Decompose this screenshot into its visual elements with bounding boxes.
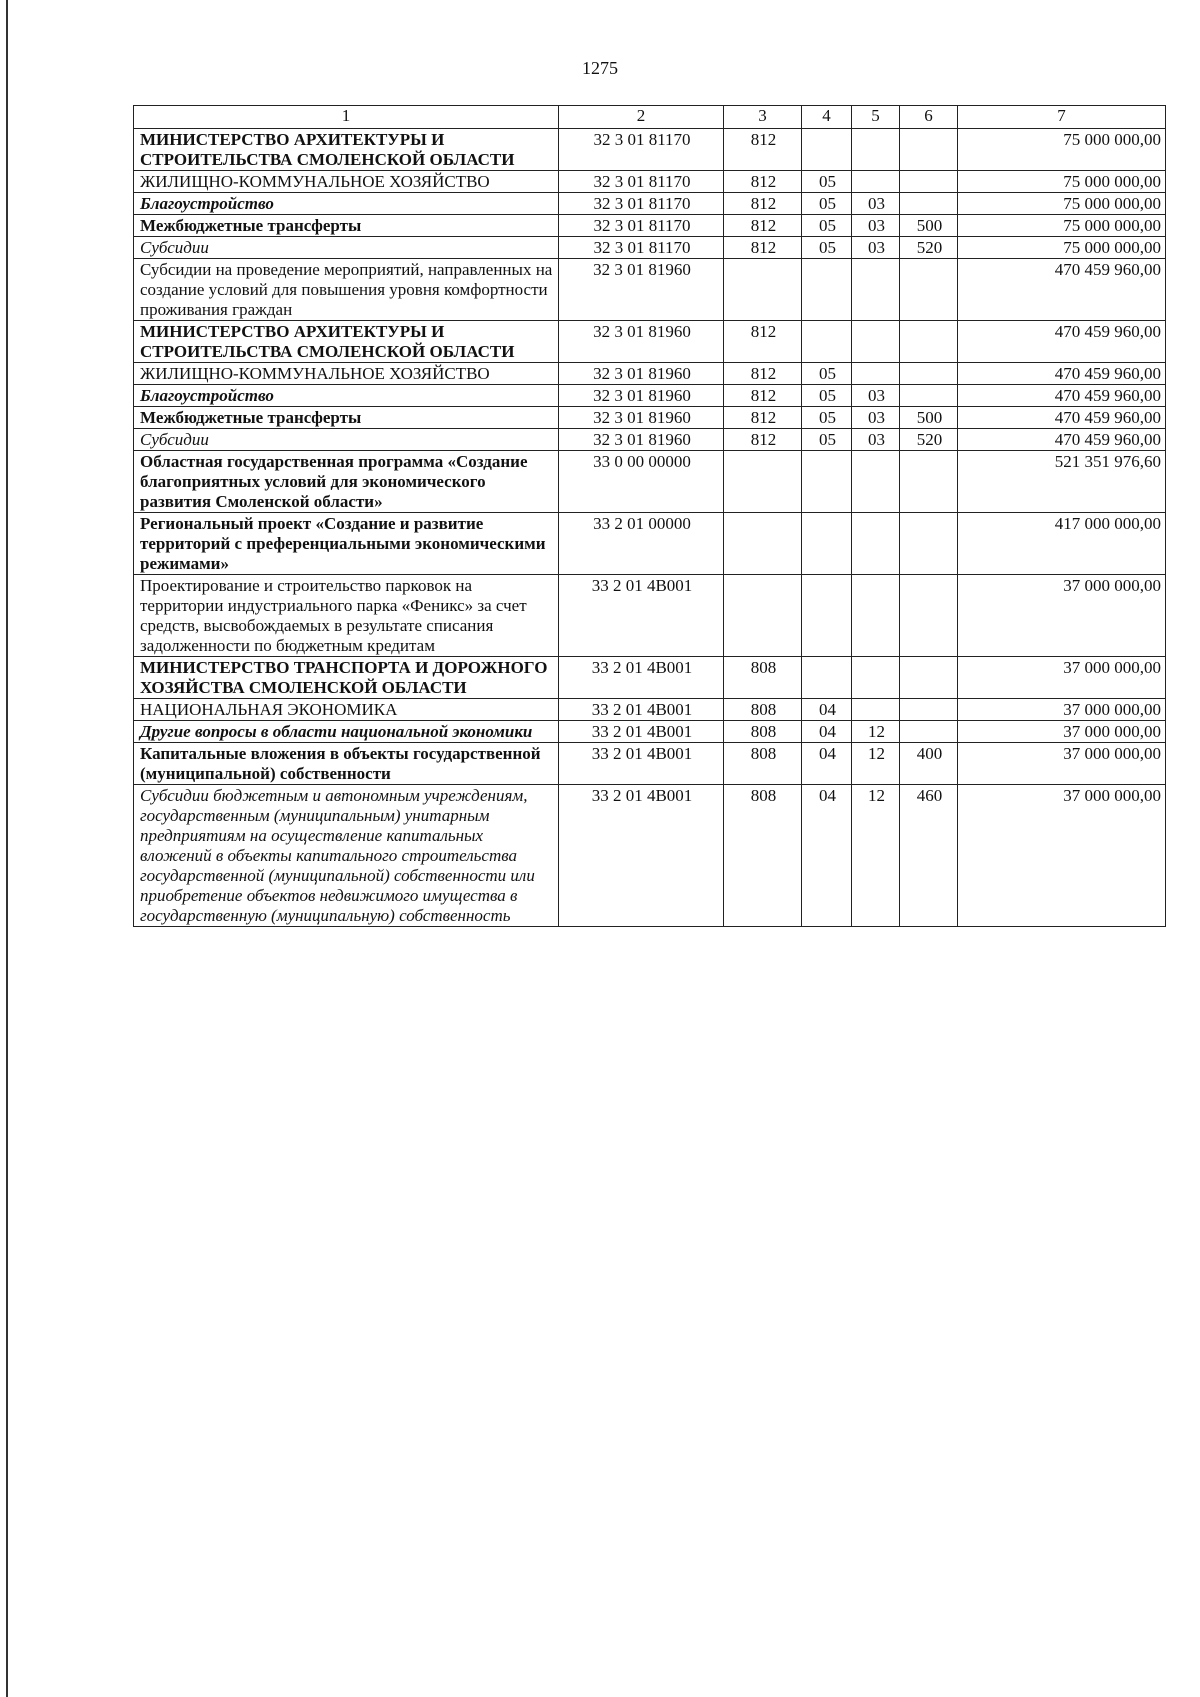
row-col-4 bbox=[802, 451, 852, 513]
row-col-4: 04 bbox=[802, 785, 852, 927]
row-name: НАЦИОНАЛЬНАЯ ЭКОНОМИКА bbox=[134, 699, 559, 721]
table-row bbox=[134, 171, 1166, 193]
row-code: 33 2 01 4В001 bbox=[559, 721, 724, 743]
row-amount: 75 000 000,00 bbox=[958, 193, 1166, 215]
row-amount: 470 459 960,00 bbox=[958, 259, 1166, 321]
row-name: Проектирование и строительство парковок на территории индустриального парка «Феникс» за счет средств, высвобождаемых в результате списания задолженности по бюджетным кредитам bbox=[134, 575, 559, 657]
col-header-4: 4 bbox=[802, 106, 852, 129]
row-col-6 bbox=[900, 171, 958, 193]
row-col-6 bbox=[900, 129, 958, 171]
row-col-6 bbox=[900, 699, 958, 721]
row-col-6 bbox=[900, 575, 958, 657]
row-name: Другие вопросы в области национальной экономики bbox=[134, 721, 559, 743]
row-col-4: 05 bbox=[802, 193, 852, 215]
row-col-6: 500 bbox=[900, 215, 958, 237]
row-amount: 37 000 000,00 bbox=[958, 657, 1166, 699]
row-name: ЖИЛИЩНО-КОММУНАЛЬНОЕ ХОЗЯЙСТВО bbox=[134, 363, 559, 385]
row-col-3: 812 bbox=[724, 193, 802, 215]
row-amount: 75 000 000,00 bbox=[958, 215, 1166, 237]
table-row bbox=[134, 785, 1166, 927]
row-col-6 bbox=[900, 363, 958, 385]
row-col-6 bbox=[900, 193, 958, 215]
row-code: 32 3 01 81170 bbox=[559, 129, 724, 171]
row-col-3: 812 bbox=[724, 237, 802, 259]
row-col-6: 520 bbox=[900, 237, 958, 259]
row-name: Межбюджетные трансферты bbox=[134, 407, 559, 429]
row-name: МИНИСТЕРСТВО АРХИТЕКТУРЫ И СТРОИТЕЛЬСТВА СМОЛЕНСКОЙ ОБЛАСТИ bbox=[134, 129, 559, 171]
row-amount: 470 459 960,00 bbox=[958, 429, 1166, 451]
row-code: 32 3 01 81960 bbox=[559, 259, 724, 321]
row-col-5: 03 bbox=[852, 429, 900, 451]
row-col-4 bbox=[802, 321, 852, 363]
row-code: 33 2 01 00000 bbox=[559, 513, 724, 575]
row-col-5: 03 bbox=[852, 215, 900, 237]
row-col-5 bbox=[852, 321, 900, 363]
row-col-3: 812 bbox=[724, 171, 802, 193]
col-header-2: 2 bbox=[559, 106, 724, 129]
page-number: 1275 bbox=[582, 58, 618, 78]
row-col-6 bbox=[900, 451, 958, 513]
row-col-6: 400 bbox=[900, 743, 958, 785]
col-header-7: 7 bbox=[958, 106, 1166, 129]
row-code: 32 3 01 81170 bbox=[559, 193, 724, 215]
row-col-3: 808 bbox=[724, 657, 802, 699]
header-row bbox=[134, 106, 1166, 129]
row-amount: 75 000 000,00 bbox=[958, 237, 1166, 259]
budget-table bbox=[133, 105, 1166, 927]
row-col-3 bbox=[724, 575, 802, 657]
row-name: Субсидии bbox=[134, 237, 559, 259]
row-code: 33 2 01 4В001 bbox=[559, 575, 724, 657]
col-header-3: 3 bbox=[724, 106, 802, 129]
row-amount: 75 000 000,00 bbox=[958, 171, 1166, 193]
row-col-3: 812 bbox=[724, 321, 802, 363]
row-amount: 37 000 000,00 bbox=[958, 743, 1166, 785]
row-col-6 bbox=[900, 321, 958, 363]
row-col-4: 05 bbox=[802, 215, 852, 237]
row-col-4: 04 bbox=[802, 699, 852, 721]
row-name: ЖИЛИЩНО-КОММУНАЛЬНОЕ ХОЗЯЙСТВО bbox=[134, 171, 559, 193]
row-col-4: 04 bbox=[802, 743, 852, 785]
table-row bbox=[134, 699, 1166, 721]
row-col-5 bbox=[852, 451, 900, 513]
row-col-3: 812 bbox=[724, 215, 802, 237]
row-name: Региональный проект «Создание и развитие территорий с преференциальными экономическими режимами» bbox=[134, 513, 559, 575]
row-col-4: 05 bbox=[802, 363, 852, 385]
row-col-5 bbox=[852, 513, 900, 575]
table-row bbox=[134, 193, 1166, 215]
row-name: МИНИСТЕРСТВО ТРАНСПОРТА И ДОРОЖНОГО ХОЗЯЙСТВА СМОЛЕНСКОЙ ОБЛАСТИ bbox=[134, 657, 559, 699]
row-name: МИНИСТЕРСТВО АРХИТЕКТУРЫ И СТРОИТЕЛЬСТВА СМОЛЕНСКОЙ ОБЛАСТИ bbox=[134, 321, 559, 363]
row-col-3: 808 bbox=[724, 743, 802, 785]
row-col-4 bbox=[802, 513, 852, 575]
row-name: Благоустройство bbox=[134, 193, 559, 215]
row-col-4: 05 bbox=[802, 237, 852, 259]
table-row bbox=[134, 429, 1166, 451]
row-name: Областная государственная программа «Создание благоприятных условий для экономического развития Смоленской области» bbox=[134, 451, 559, 513]
table-row bbox=[134, 385, 1166, 407]
row-amount: 470 459 960,00 bbox=[958, 363, 1166, 385]
row-code: 32 3 01 81960 bbox=[559, 429, 724, 451]
row-code: 33 2 01 4В001 bbox=[559, 743, 724, 785]
row-col-5: 12 bbox=[852, 743, 900, 785]
row-col-6 bbox=[900, 513, 958, 575]
row-name: Благоустройство bbox=[134, 385, 559, 407]
row-code: 32 3 01 81960 bbox=[559, 385, 724, 407]
row-amount: 37 000 000,00 bbox=[958, 575, 1166, 657]
row-col-6 bbox=[900, 657, 958, 699]
table-row bbox=[134, 407, 1166, 429]
row-col-6: 500 bbox=[900, 407, 958, 429]
row-col-6 bbox=[900, 385, 958, 407]
row-col-3: 812 bbox=[724, 429, 802, 451]
row-name: Капитальные вложения в объекты государственной (муниципальной) собственности bbox=[134, 743, 559, 785]
row-amount: 470 459 960,00 bbox=[958, 385, 1166, 407]
col-header-6: 6 bbox=[900, 106, 958, 129]
table-row bbox=[134, 215, 1166, 237]
row-col-5: 12 bbox=[852, 785, 900, 927]
row-col-4: 05 bbox=[802, 429, 852, 451]
row-col-5 bbox=[852, 129, 900, 171]
table-row bbox=[134, 259, 1166, 321]
row-amount: 37 000 000,00 bbox=[958, 785, 1166, 927]
row-col-4: 05 bbox=[802, 171, 852, 193]
row-name: Субсидии bbox=[134, 429, 559, 451]
row-code: 32 3 01 81170 bbox=[559, 171, 724, 193]
row-col-4 bbox=[802, 657, 852, 699]
row-code: 33 0 00 00000 bbox=[559, 451, 724, 513]
row-code: 33 2 01 4В001 bbox=[559, 699, 724, 721]
row-amount: 470 459 960,00 bbox=[958, 321, 1166, 363]
row-col-3: 812 bbox=[724, 129, 802, 171]
row-amount: 37 000 000,00 bbox=[958, 699, 1166, 721]
row-col-3 bbox=[724, 451, 802, 513]
row-code: 32 3 01 81170 bbox=[559, 237, 724, 259]
row-code: 32 3 01 81960 bbox=[559, 363, 724, 385]
col-header-5: 5 bbox=[852, 106, 900, 129]
row-name: Субсидии бюджетным и автономным учреждениям, государственным (муниципальным) унитарным предприятиям на осуществление капитальных вложений в объекты капитального строительства государственной (муниципальной) собственности или приобретение объектов недвижимого имущества в государственную (муниципальную) собственность bbox=[134, 785, 559, 927]
row-col-3: 812 bbox=[724, 363, 802, 385]
row-col-5: 03 bbox=[852, 385, 900, 407]
row-col-5 bbox=[852, 575, 900, 657]
row-col-3: 812 bbox=[724, 407, 802, 429]
row-amount: 75 000 000,00 bbox=[958, 129, 1166, 171]
table-row bbox=[134, 237, 1166, 259]
row-col-3 bbox=[724, 259, 802, 321]
row-code: 32 3 01 81960 bbox=[559, 321, 724, 363]
table-row bbox=[134, 363, 1166, 385]
table-row bbox=[134, 743, 1166, 785]
row-amount: 37 000 000,00 bbox=[958, 721, 1166, 743]
row-col-3: 812 bbox=[724, 385, 802, 407]
table-row bbox=[134, 321, 1166, 363]
row-col-3: 808 bbox=[724, 699, 802, 721]
row-amount: 521 351 976,60 bbox=[958, 451, 1166, 513]
table-row bbox=[134, 721, 1166, 743]
row-col-3 bbox=[724, 513, 802, 575]
table-row bbox=[134, 129, 1166, 171]
row-col-5 bbox=[852, 657, 900, 699]
row-col-5: 03 bbox=[852, 193, 900, 215]
row-col-5 bbox=[852, 259, 900, 321]
table-row bbox=[134, 657, 1166, 699]
left-margin-rule bbox=[6, 0, 8, 1697]
row-col-5 bbox=[852, 363, 900, 385]
row-name: Межбюджетные трансферты bbox=[134, 215, 559, 237]
row-name: Субсидии на проведение мероприятий, направленных на создание условий для повышения уровня комфортности проживания граждан bbox=[134, 259, 559, 321]
table-row bbox=[134, 513, 1166, 575]
row-amount: 417 000 000,00 bbox=[958, 513, 1166, 575]
row-code: 33 2 01 4В001 bbox=[559, 785, 724, 927]
row-col-4 bbox=[802, 259, 852, 321]
row-col-3: 808 bbox=[724, 721, 802, 743]
row-col-4: 05 bbox=[802, 407, 852, 429]
row-col-5: 03 bbox=[852, 237, 900, 259]
row-code: 32 3 01 81170 bbox=[559, 215, 724, 237]
row-col-6: 520 bbox=[900, 429, 958, 451]
row-col-4: 05 bbox=[802, 385, 852, 407]
row-col-4 bbox=[802, 575, 852, 657]
row-col-5: 03 bbox=[852, 407, 900, 429]
row-col-5: 12 bbox=[852, 721, 900, 743]
table-row bbox=[134, 575, 1166, 657]
table-row bbox=[134, 451, 1166, 513]
row-code: 33 2 01 4В001 bbox=[559, 657, 724, 699]
row-col-4: 04 bbox=[802, 721, 852, 743]
row-amount: 470 459 960,00 bbox=[958, 407, 1166, 429]
row-col-5 bbox=[852, 699, 900, 721]
col-header-1: 1 bbox=[134, 106, 559, 129]
row-col-6 bbox=[900, 721, 958, 743]
row-col-3: 808 bbox=[724, 785, 802, 927]
row-col-6: 460 bbox=[900, 785, 958, 927]
row-col-5 bbox=[852, 171, 900, 193]
row-col-4 bbox=[802, 129, 852, 171]
row-col-6 bbox=[900, 259, 958, 321]
row-code: 32 3 01 81960 bbox=[559, 407, 724, 429]
